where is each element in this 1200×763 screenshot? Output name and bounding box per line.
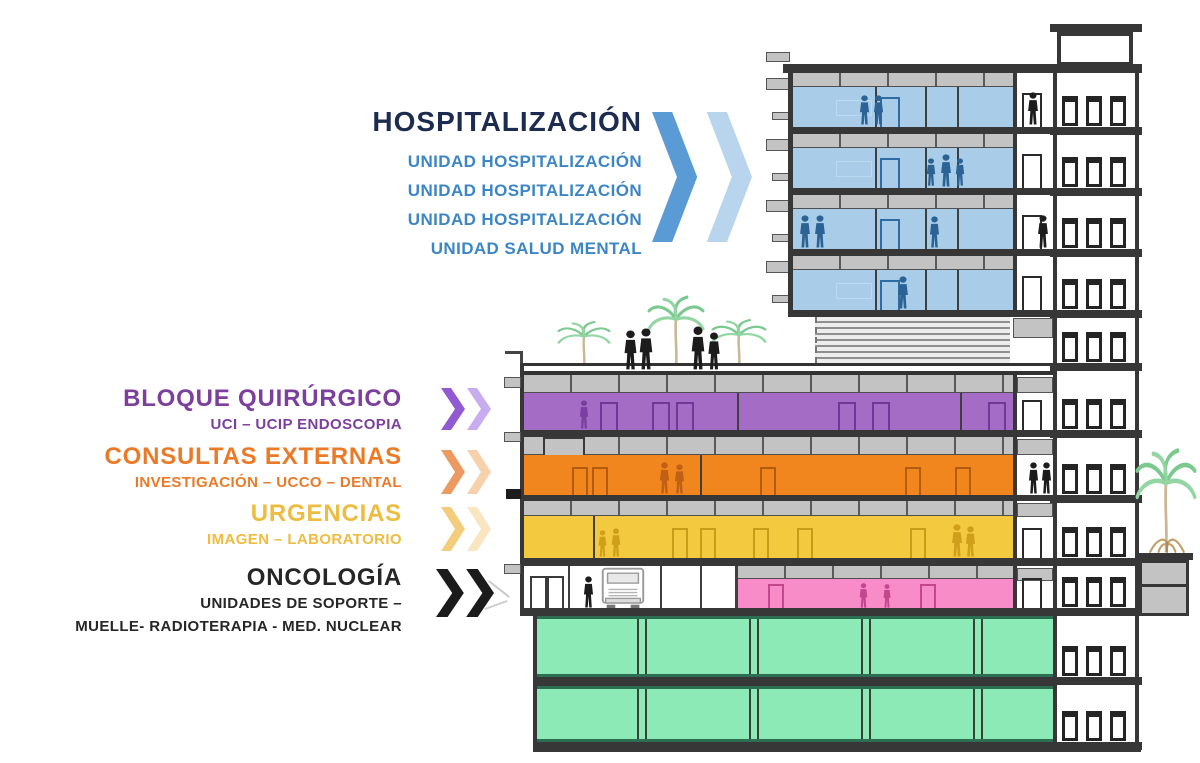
room-door	[905, 467, 921, 495]
room-door	[753, 528, 769, 558]
corridor-ceiling-box	[1013, 318, 1053, 338]
elevator-door	[1062, 279, 1078, 309]
ceiling-band	[524, 375, 1013, 393]
elevator-door	[1086, 279, 1102, 309]
elevator-door	[1110, 711, 1126, 741]
room-door	[672, 528, 688, 558]
room-hospitalizacion	[793, 148, 1013, 188]
person-icon	[582, 576, 595, 608]
elevator-door	[1086, 527, 1102, 557]
elevator-door	[1086, 332, 1102, 362]
elevator-door	[1062, 218, 1078, 248]
elevator-door	[1110, 279, 1126, 309]
room-door	[592, 467, 608, 495]
elevator-door	[1062, 527, 1078, 557]
tower-penthouse-slab	[1050, 24, 1142, 32]
planter-divider	[1139, 584, 1189, 587]
person-icon	[1040, 462, 1053, 494]
room-door	[920, 584, 936, 608]
elevator-door	[1086, 96, 1102, 126]
planter-box	[1139, 560, 1189, 616]
urgencias-title: URGENCIAS	[250, 500, 402, 527]
tower-slab	[1050, 430, 1142, 438]
consultas-externas-title: CONSULTAS EXTERNAS	[104, 443, 402, 470]
terrace-slab	[520, 363, 1053, 375]
louver-vents	[815, 317, 1010, 363]
corridor-door	[1022, 400, 1042, 430]
person-icon	[637, 328, 655, 370]
tower-slab	[1050, 64, 1142, 72]
partition-wall	[957, 209, 959, 249]
partition-wall	[875, 209, 877, 249]
elevator-door	[1086, 157, 1102, 187]
tower-wall	[1135, 64, 1139, 752]
balcony-tab	[772, 234, 789, 242]
sketch-line	[484, 600, 507, 610]
person-icon	[872, 95, 885, 125]
room-door	[797, 528, 813, 558]
truck-icon	[596, 566, 650, 611]
elevator-door	[1062, 96, 1078, 126]
person-icon	[798, 215, 812, 248]
oncologia-title: ONCOLOGÍA	[246, 564, 402, 591]
corridor-ceiling-box	[1017, 439, 1053, 455]
room-hospitalizacion	[793, 87, 1013, 127]
elevator-door	[1110, 332, 1126, 362]
ceiling-band	[793, 73, 1013, 87]
hospitalizacion-line-1: UNIDAD HOSPITALIZACIÓN	[407, 152, 642, 171]
hospitalizacion-line-2: UNIDAD HOSPITALIZACIÓN	[407, 181, 642, 200]
person-icon	[689, 326, 707, 370]
room-sotano-2	[537, 686, 1053, 742]
room-door	[872, 402, 890, 430]
tower-slab	[1050, 742, 1142, 750]
hospitalizacion-line-3: UNIDAD HOSPITALIZACIÓN	[407, 210, 642, 229]
oncologia-line-1: UNIDADES DE SOPORTE –	[200, 595, 402, 612]
room-door	[760, 467, 776, 495]
tower-slab	[1050, 249, 1142, 257]
person-icon	[597, 530, 608, 557]
partition-wall	[700, 566, 702, 608]
room-door	[838, 402, 856, 430]
elevator-door	[1062, 399, 1078, 429]
dock-door	[547, 576, 564, 608]
partition-wall	[737, 393, 739, 430]
ceiling-band	[793, 195, 1013, 209]
elevator-door	[1086, 577, 1102, 607]
ceiling-band	[738, 566, 1013, 579]
partition-wall	[957, 270, 959, 310]
room-door	[600, 402, 618, 430]
elevator-door	[1110, 464, 1126, 494]
corridor-ceiling-box	[1017, 503, 1053, 517]
bloque-quirurgico-subtitle: UCI – UCIP ENDOSCOPIA	[210, 416, 402, 433]
room-door	[572, 467, 588, 495]
person-icon	[1036, 215, 1050, 248]
ceiling-band	[524, 437, 1013, 455]
room-sotano-1	[537, 616, 1053, 677]
furniture-sketch	[836, 283, 872, 299]
room-door	[955, 467, 971, 495]
elevator-door	[1062, 646, 1078, 676]
person-icon	[610, 528, 622, 557]
sketch-line	[488, 580, 510, 598]
tower-slab	[1050, 608, 1142, 616]
partition-wall	[660, 566, 662, 608]
person-icon	[858, 583, 869, 608]
corridor-door	[1022, 276, 1042, 310]
balcony-tab	[772, 173, 789, 181]
elevator-door	[1086, 711, 1102, 741]
room-bloque-quirurgico	[524, 393, 1013, 430]
urgencias-subtitle: IMAGEN – LABORATORIO	[207, 531, 402, 548]
tower-slab	[1050, 558, 1142, 566]
balcony-tab	[766, 200, 790, 212]
person-icon	[939, 154, 953, 187]
elevator-door	[1062, 157, 1078, 187]
planter-slab	[1139, 553, 1193, 560]
partition-wall	[568, 566, 570, 608]
elevator-door	[1086, 464, 1102, 494]
room-door	[880, 219, 900, 249]
balcony-tab	[766, 139, 790, 151]
consultas-externas-subtitle: INVESTIGACIÓN – UCCO – DENTAL	[134, 474, 402, 491]
room-door	[880, 158, 900, 188]
elevator-door	[1062, 711, 1078, 741]
room-door	[910, 528, 926, 558]
person-icon	[858, 95, 871, 125]
person-icon	[706, 332, 722, 370]
hospitalizacion-title: HOSPITALIZACIÓN	[372, 106, 642, 137]
balcony-tab	[766, 52, 790, 62]
partition-wall	[700, 455, 702, 495]
ceiling-band	[524, 501, 1013, 516]
bloque-quirurgico-title: BLOQUE QUIRÚRGICO	[123, 385, 402, 412]
elevator-door	[1110, 399, 1126, 429]
tower-slab	[1050, 127, 1142, 135]
person-icon	[1026, 92, 1040, 125]
floor-slab	[520, 430, 1053, 437]
partition-wall	[875, 270, 877, 310]
elevator-door	[1110, 646, 1126, 676]
ceiling-band	[793, 134, 1013, 148]
balcony-tab	[504, 377, 521, 388]
balcony-tab	[766, 78, 790, 90]
elevator-door	[1086, 399, 1102, 429]
tower-wall	[1053, 64, 1057, 752]
ceiling-band	[793, 256, 1013, 270]
elevator-door	[1062, 332, 1078, 362]
balcony-tab	[772, 112, 789, 120]
room-door	[988, 402, 1006, 430]
balcony-tab	[504, 432, 521, 442]
person-icon	[896, 276, 910, 309]
room-door	[652, 402, 670, 430]
elevator-door	[1110, 96, 1126, 126]
balcony-tab	[766, 261, 790, 273]
tower-penthouse	[1057, 32, 1133, 66]
tower-slab	[1050, 310, 1142, 318]
partition-wall	[875, 148, 877, 188]
balcony-tab	[504, 564, 521, 574]
elevator-door	[1062, 464, 1078, 494]
palm-tree-icon	[556, 320, 612, 368]
partition-wall	[925, 209, 927, 249]
person-icon	[658, 462, 671, 494]
wall	[788, 64, 793, 317]
corridor-ceiling-box	[1017, 377, 1053, 393]
elevator-door	[1062, 577, 1078, 607]
floor-slab	[520, 608, 1053, 616]
balcony-tab	[506, 489, 521, 499]
person-icon	[673, 464, 686, 494]
wall	[533, 616, 537, 742]
partition-wall	[957, 87, 959, 127]
person-icon	[928, 216, 941, 248]
person-icon	[882, 584, 892, 608]
person-icon	[813, 215, 827, 248]
partition-wall	[925, 270, 927, 310]
room-door	[700, 528, 716, 558]
partition-wall	[925, 87, 927, 127]
elevator-door	[1110, 577, 1126, 607]
person-icon	[578, 400, 590, 429]
floor-slab	[520, 558, 1053, 566]
person-icon	[954, 158, 966, 186]
person-icon	[964, 526, 977, 557]
person-icon	[925, 158, 937, 186]
elevator-door	[1110, 527, 1126, 557]
elevator-door	[1086, 218, 1102, 248]
tower-slab	[1050, 188, 1142, 196]
person-icon	[1027, 462, 1040, 494]
person-icon	[950, 524, 964, 557]
tower-slab	[1050, 495, 1142, 503]
hospitalizacion-line-4: UNIDAD SALUD MENTAL	[430, 239, 642, 258]
corridor-door	[1022, 578, 1042, 608]
tower-slab	[1050, 677, 1142, 685]
floor-slab	[533, 677, 1053, 686]
balcony-tab	[772, 295, 789, 303]
elevator-door	[1110, 157, 1126, 187]
wall	[1013, 64, 1017, 317]
partition-wall	[960, 393, 962, 430]
oncologia-line-2: MUELLE- RADIOTERAPIA - MED. NUCLEAR	[75, 618, 402, 635]
room-door	[676, 402, 694, 430]
partition-wall	[593, 516, 595, 558]
corridor-door	[1022, 528, 1042, 558]
tower-slab	[1050, 363, 1142, 371]
shrub-icon	[1146, 528, 1188, 554]
elevator-door	[1110, 218, 1126, 248]
dock-door	[530, 576, 547, 608]
furniture-sketch	[836, 161, 872, 177]
room-door	[768, 584, 784, 608]
corridor-door	[1022, 154, 1042, 188]
elevator-door	[1086, 646, 1102, 676]
